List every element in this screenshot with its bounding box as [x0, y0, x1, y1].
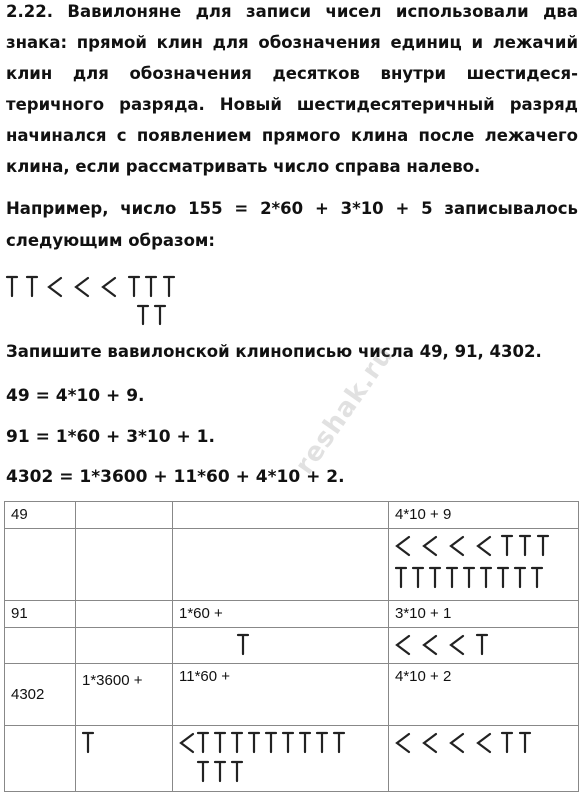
cuneiform-49: [395, 533, 571, 595]
vertical-wedge-icon: [215, 762, 225, 781]
vertical-wedge-icon: [334, 733, 344, 752]
cuneiform-31: [395, 632, 571, 658]
table-cell: [173, 628, 389, 664]
watermark: reshak.ru: [289, 340, 400, 480]
vertical-wedge-icon: [138, 306, 148, 324]
vertical-wedge-icon: [146, 277, 156, 296]
horizontal-wedge-icon: [478, 734, 490, 752]
horizontal-wedge-icon: [49, 278, 61, 296]
horizontal-wedge-icon: [397, 636, 409, 654]
table-cell: [173, 529, 389, 601]
vertical-wedge-icon: [447, 568, 457, 587]
vertical-wedge-icon: [413, 568, 423, 587]
table-cell: 91: [5, 601, 76, 628]
horizontal-wedge-icon: [424, 734, 436, 752]
vertical-wedge-icon: [430, 568, 440, 587]
table-cell: [389, 529, 579, 601]
problem-line: клин для обозначения десятков внутри шестидеся-: [6, 64, 578, 83]
table-row: [5, 502, 579, 529]
table-cell: [76, 502, 173, 529]
vertical-wedge-icon: [155, 306, 165, 324]
equation-49: 49 = 4*10 + 9.: [6, 386, 145, 406]
table-cell: 4*10 + 2: [389, 664, 579, 726]
vertical-wedge-icon: [520, 733, 530, 752]
cuneiform-60: [179, 632, 379, 658]
vertical-wedge-icon: [83, 733, 93, 752]
vertical-wedge-icon: [502, 536, 512, 555]
answer-table: [4, 501, 579, 792]
horizontal-wedge-icon: [397, 537, 409, 555]
vertical-wedge-icon: [538, 536, 548, 555]
horizontal-wedge-icon: [451, 537, 463, 555]
problem-line: знака: прямой клин для обозначения единиц и лежачий: [6, 33, 578, 52]
vertical-wedge-icon: [215, 733, 225, 752]
vertical-wedge-icon: [238, 635, 248, 654]
vertical-wedge-icon: [249, 733, 259, 752]
vertical-wedge-icon: [515, 568, 525, 587]
vertical-wedge-icon: [232, 733, 242, 752]
table-row: [5, 664, 579, 726]
problem-line: 2.22. Вавилоняне для записи чисел использовали два: [6, 2, 578, 21]
horizontal-wedge-icon: [103, 278, 115, 296]
vertical-wedge-icon: [396, 568, 406, 587]
table-cell: 4302: [5, 664, 76, 726]
cuneiform-11: [179, 730, 379, 786]
table-cell: [76, 628, 173, 664]
horizontal-wedge-icon: [424, 537, 436, 555]
table-row: [5, 601, 579, 628]
vertical-wedge-icon: [164, 277, 174, 296]
table-row: [5, 529, 579, 601]
horizontal-wedge-icon: [76, 278, 88, 296]
horizontal-wedge-icon: [397, 734, 409, 752]
task-text: Запишите вавилонской клинописью числа 49, 91, 4302.: [6, 342, 542, 361]
vertical-wedge-icon: [300, 733, 310, 752]
table-cell: 3*10 + 1: [389, 601, 579, 628]
table-cell: [389, 726, 579, 792]
table-cell: [76, 601, 173, 628]
vertical-wedge-icon: [283, 733, 293, 752]
table-cell: 1*60 +: [173, 601, 389, 628]
table-cell: [5, 726, 76, 792]
table-cell: [389, 628, 579, 664]
vertical-wedge-icon: [481, 568, 491, 587]
table-row: [5, 726, 579, 792]
table-cell: [173, 502, 389, 529]
table-cell: [76, 529, 173, 601]
example-line: следующим образом:: [6, 231, 216, 250]
vertical-wedge-icon: [27, 277, 37, 296]
vertical-wedge-icon: [317, 733, 327, 752]
equation-4302: 4302 = 1*3600 + 11*60 + 4*10 + 2.: [6, 467, 345, 487]
vertical-wedge-icon: [502, 733, 512, 752]
table-cell: 49: [5, 502, 76, 529]
horizontal-wedge-icon: [478, 537, 490, 555]
table-cell: 4*10 + 9: [389, 502, 579, 529]
example-cuneiform-155: [0, 272, 200, 332]
table-cell: [76, 726, 173, 792]
problem-line: начинался с появлением прямого клина после лежачего: [6, 126, 578, 145]
table-row: [5, 628, 579, 664]
horizontal-wedge-icon: [181, 734, 193, 752]
table-cell: 1*3600 +: [76, 664, 173, 726]
vertical-wedge-icon: [266, 733, 276, 752]
vertical-wedge-icon: [532, 568, 542, 587]
table-cell: [5, 529, 76, 601]
table-cell: [173, 726, 389, 792]
vertical-wedge-icon: [477, 635, 487, 654]
example-line: Например, число 155 = 2*60 + 3*10 + 5 записывалось: [6, 199, 578, 218]
table-cell: 11*60 +: [173, 664, 389, 726]
equation-91: 91 = 1*60 + 3*10 + 1.: [6, 427, 215, 447]
vertical-wedge-icon: [129, 277, 139, 296]
vertical-wedge-icon: [464, 568, 474, 587]
horizontal-wedge-icon: [424, 636, 436, 654]
cuneiform-1: [82, 730, 162, 756]
vertical-wedge-icon: [520, 536, 530, 555]
horizontal-wedge-icon: [451, 636, 463, 654]
table-cell: [5, 628, 76, 664]
problem-line: клина, если рассматривать число справа налево.: [6, 157, 481, 176]
horizontal-wedge-icon: [451, 734, 463, 752]
vertical-wedge-icon: [498, 568, 508, 587]
vertical-wedge-icon: [7, 277, 17, 296]
cuneiform-42: [395, 730, 571, 756]
vertical-wedge-icon: [198, 733, 208, 752]
vertical-wedge-icon: [198, 762, 208, 781]
vertical-wedge-icon: [232, 762, 242, 781]
problem-line: теричного разряда. Новый шестидесятеричный разряд: [6, 95, 578, 114]
